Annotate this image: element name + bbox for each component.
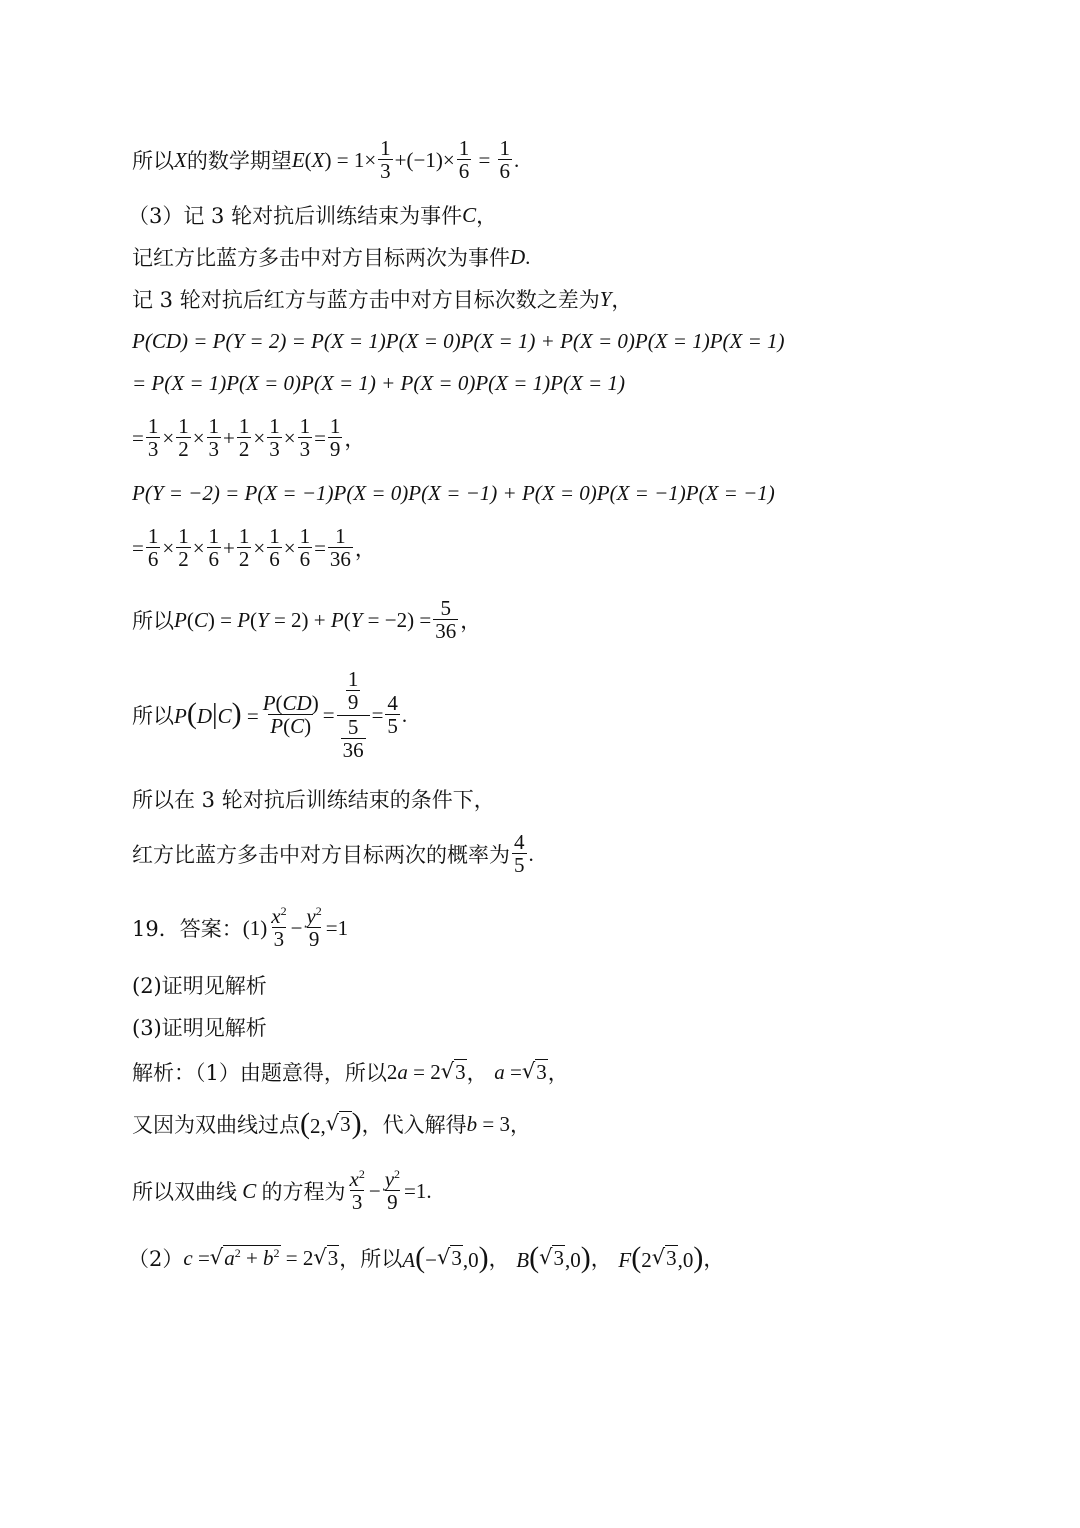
text: ， [488,1247,517,1271]
point-line [132,1106,531,1142]
math: E(X) = 1× [291,147,377,172]
probability-line [132,826,534,882]
fraction: $\frac{1}{3}$ [380,135,391,183]
math: × [162,535,175,560]
fraction: $\frac{y^2}{9}$ [384,1166,401,1214]
part2-analysis-line [128,1238,724,1278]
part3-answer [132,1012,267,1042]
math: = 2 [280,1245,314,1270]
math: =1. [404,1178,432,1203]
math: × [283,425,296,450]
text: 又因为双曲线过点 [132,1113,300,1137]
math: a = [494,1059,522,1084]
text: 红方比蓝方多击中对方目标两次的概率为 [132,843,510,867]
expectation-line [132,132,519,188]
math: C [462,202,477,227]
fraction: $\frac{5}{36}$ [435,595,457,643]
event-c-line [128,200,497,230]
math: X [174,147,187,172]
sqrt: √ 3 [521,1059,547,1085]
math: Y [599,286,612,311]
text: 所以 [132,149,174,173]
fraction: $\frac{1}{2}$ [178,413,189,461]
math: (1) [242,915,268,940]
sqrt: √ $a^2 + b^2$ [209,1245,280,1271]
math: = [314,425,326,450]
math: P(Y = −2) = P(X = −1)P(X = 0)P(X = −1) + P(X = 0)P(X = −1)P(X = −1) [132,480,775,505]
fraction: $\frac{x^2}{3}$ [271,903,287,951]
math: = [371,702,384,727]
fraction: $\frac{x^2}{3}$ [349,1166,365,1214]
fraction: $\frac{1}{3}$ [147,413,159,461]
fraction: $\frac{4}{5}$ [387,690,398,738]
text: 解析：（1）由题意得，所以 [132,1061,387,1085]
event-y-line [132,284,632,314]
text: 19．答案： [132,917,243,941]
text: ， [344,427,366,451]
pcd-line-2 [132,368,625,398]
sqrt: √ 3 [651,1245,677,1271]
text: （2） [128,1247,184,1271]
fraction: $\frac{1}{9}$ [329,413,341,461]
text: 所以 [132,609,174,633]
math: (2, [300,1107,326,1140]
text: 的数学期望 [186,149,292,173]
fraction: $\frac{1}{36}$ [329,523,351,571]
fraction: $\frac{1}{2}$ [238,523,250,571]
event-d-line [132,242,530,272]
sqrt: √ 3 [325,1111,351,1137]
math: × [283,535,296,560]
math: D [510,244,526,269]
text: ， [703,1247,725,1271]
math: = [473,147,496,172]
math: B( [516,1241,540,1274]
math: . [401,702,408,727]
text: (2)证明见解析 [132,974,267,998]
math: = [132,425,144,450]
fraction: $\frac{1}{3}$ [208,413,220,461]
text: （3）记 3 轮对抗后训练结束为事件 [128,204,463,228]
math: − [290,915,303,940]
text: ， [354,537,376,561]
equation-line [132,1162,432,1220]
math: P(CD) = P(Y = 2) = P(X = 1)P(X = 0)P(X = 1) + P(X = 0)P(X = 1)P(X = 1) [132,328,785,353]
text: ， [476,204,498,228]
part2-answer [132,970,267,1000]
math: . [528,841,534,866]
pcd-line [132,326,785,356]
math: F(2 [618,1241,652,1274]
math: 2a = 2 [386,1059,441,1084]
fraction: $\frac{1}{6}$ [147,523,159,571]
fraction: $\frac{1}{6}$ [208,523,220,571]
math: ) [351,1107,362,1140]
fraction: $\frac{1}{3}$ [269,413,280,461]
text: ， [466,1061,495,1085]
math: ,0) [462,1241,489,1274]
math: ,0) [677,1241,704,1274]
condition-line [132,784,495,814]
math: × [253,535,266,560]
fraction: $\frac{P(CD)}{P(C)}$ [262,690,319,738]
fraction: $\frac{y^2}{9}$ [306,903,322,951]
q19-answer-line [132,900,348,956]
math: × [253,425,266,450]
text: ，代入解得 [361,1113,467,1137]
math: ,0) [564,1241,591,1274]
math: . [525,244,531,269]
math: = [132,535,144,560]
fraction: $\frac{1}{6}$ [299,523,311,571]
sqrt: √ 3 [440,1059,466,1085]
compound-fraction: $\frac{\frac{1}{9}}{\frac{5}{36}}$ [337,668,370,761]
text: (3)证明见解析 [132,1016,267,1040]
math: . [514,147,520,172]
text: 的方程为 [261,1180,346,1204]
math: C [237,1178,262,1203]
math: + [223,425,235,450]
math: − [368,1178,381,1203]
analysis-line [132,1056,569,1088]
fraction: $\frac{1}{3}$ [299,413,311,461]
conditional-prob-line [132,660,407,770]
fraction: $\frac{1}{2}$ [238,413,250,461]
text: ，所以 [339,1247,403,1271]
text: ， [460,609,482,633]
math: + [223,535,235,560]
py-neg2-value-line [132,520,376,576]
text: ， [547,1061,569,1085]
text: ， [611,288,633,312]
math: P(C) = P(Y = 2) + P(Y = −2) = [174,607,432,632]
math: A(− [402,1241,437,1274]
math: =1 [325,915,349,940]
pcd-value-line [132,410,365,466]
math: × [162,425,175,450]
fraction: $\frac{1}{2}$ [178,523,189,571]
text: ， [590,1247,619,1271]
fraction: $\frac{1}{6}$ [269,523,280,571]
sqrt: √ 3 [436,1245,462,1271]
text: 记 3 轮对抗后红方与蓝方击中对方目标次数之差为 [132,288,600,312]
text: 所以 [132,704,174,728]
sqrt: √ 3 [539,1245,564,1271]
math: c = [183,1245,210,1270]
text: 所以双曲线 [132,1180,237,1204]
fraction: $\frac{4}{5}$ [514,829,525,877]
text: 记红方比蓝方多击中对方目标两次为事件 [132,246,510,270]
fraction: $\frac{1}{6}$ [499,135,511,183]
math: = [322,702,335,727]
math: P(D|C) = [174,697,259,730]
math: × [192,535,205,560]
math: × [192,425,205,450]
math: +(−1)× [394,147,455,172]
fraction: $\frac{1}{6}$ [458,135,470,183]
math: b = 3 [466,1111,510,1136]
math: = [314,535,326,560]
text: ， [509,1113,531,1137]
math: = P(X = 1)P(X = 0)P(X = 1) + P(X = 0)P(X = 1)P(X = 1) [132,370,625,395]
text: 所以在 3 轮对抗后训练结束的条件下， [132,788,495,812]
pc-line [132,592,481,648]
py-neg2-line [132,478,775,508]
sqrt: √ 3 [313,1245,339,1271]
